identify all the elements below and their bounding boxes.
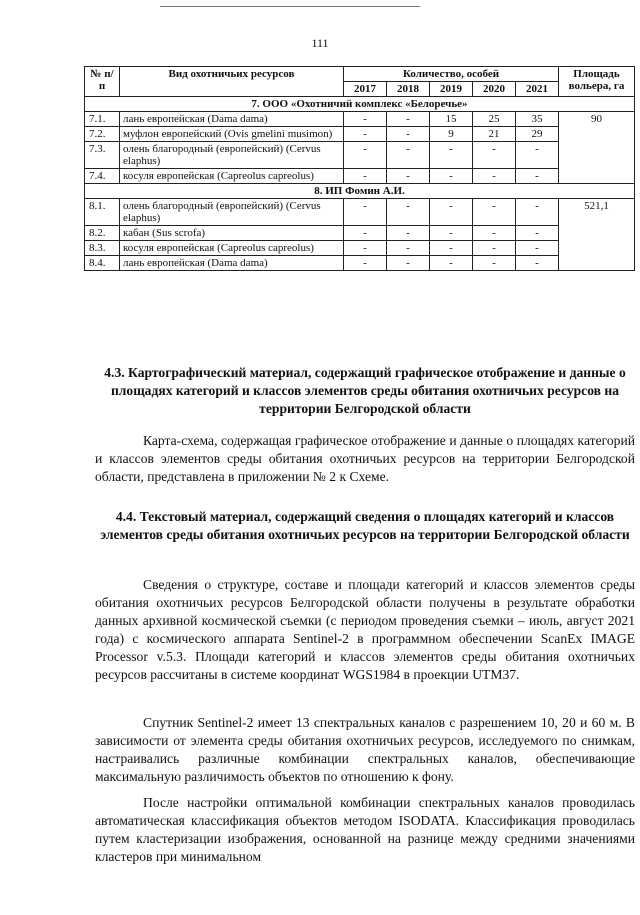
- row-value: -: [516, 169, 559, 184]
- row-value: -: [344, 142, 387, 169]
- section-4-3-heading: 4.3. Картографический материал, содержащий графическое отображение и данные о площадях категорий и классов элементов среды обитания охотничьих ресурсов на территории Белгородской области: [104, 365, 626, 416]
- row-value: -: [344, 169, 387, 184]
- row-value: -: [473, 226, 516, 241]
- row-num: 7.1.: [85, 112, 120, 127]
- row-value: -: [387, 256, 430, 271]
- row-value: -: [387, 112, 430, 127]
- section-4-3-paragraph: Карта-схема, содержащая графическое отображение и данные о площадях категорий и классов элементов среды обитания охотничьих ресурсов на территории Белгородской области, представлена в приложении № 2 к Схеме.: [95, 433, 635, 484]
- row-species: кабан (Sus scrofa): [120, 226, 344, 241]
- row-num: 7.4.: [85, 169, 120, 184]
- row-num: 8.1.: [85, 199, 120, 226]
- hunting-resources-table: [84, 66, 635, 271]
- row-value: -: [344, 226, 387, 241]
- row-value: -: [430, 226, 473, 241]
- section-4-4-paragraph-3: После настройки оптимальной комбинации спектральных каналов проводилась автоматическая классификация объектов методом ISODATA. Классификация проводилась путем кластеризации изображения, основанной на разнице между средними значениями кластеров при минимальном: [95, 795, 635, 864]
- section-4-4-paragraph-2: Спутник Sentinel-2 имеет 13 спектральных каналов с разрешением 10, 20 и 60 м. В зависимости от элемента среды обитания охотничьих ресурсов, исследуемого по снимкам, настраивались различные комбинации спектральных каналов, обеспечивающие максимальную различимость объектов по отношению к фону.: [95, 715, 635, 784]
- scan-top-rule: [160, 6, 420, 7]
- row-value: -: [473, 256, 516, 271]
- row-value: -: [344, 112, 387, 127]
- row-num: 7.3.: [85, 142, 120, 169]
- row-species: лань европейская (Dama dama): [120, 256, 344, 271]
- row-value: -: [430, 256, 473, 271]
- row-value: -: [473, 199, 516, 226]
- row-species: олень благородный (европейский) (Cervus elaphus): [120, 142, 344, 169]
- row-value: -: [387, 226, 430, 241]
- row-value: 15: [430, 112, 473, 127]
- table-row: [85, 112, 635, 127]
- row-value: -: [344, 241, 387, 256]
- row-value: 25: [473, 112, 516, 127]
- row-value: 35: [516, 112, 559, 127]
- row-value: -: [516, 199, 559, 226]
- table-row: [85, 256, 635, 271]
- row-value: -: [516, 256, 559, 271]
- row-value: -: [430, 241, 473, 256]
- section-title: 8. ИП Фомин А.И.: [85, 184, 635, 199]
- table-row: [85, 226, 635, 241]
- row-species: муфлон европейский (Ovis gmelini musimon): [120, 127, 344, 142]
- row-value: -: [430, 199, 473, 226]
- row-value: -: [516, 241, 559, 256]
- row-num: 7.2.: [85, 127, 120, 142]
- row-value: -: [387, 142, 430, 169]
- row-value: -: [387, 199, 430, 226]
- row-value: -: [387, 169, 430, 184]
- row-num: 8.4.: [85, 256, 120, 271]
- row-value: -: [387, 241, 430, 256]
- table-row: [85, 241, 635, 256]
- row-value: -: [387, 127, 430, 142]
- row-value: -: [344, 199, 387, 226]
- row-species: лань европейская (Dama dama): [120, 112, 344, 127]
- header-area: Площадь вольера, га: [559, 67, 635, 97]
- header-year: 2018: [387, 82, 430, 97]
- row-species: олень благородный (европейский) (Cervus elaphus): [120, 199, 344, 226]
- row-value: 29: [516, 127, 559, 142]
- header-year: 2019: [430, 82, 473, 97]
- section-area: 90: [559, 112, 635, 184]
- header-species: Вид охотничьих ресурсов: [120, 67, 344, 97]
- row-value: -: [516, 142, 559, 169]
- row-value: -: [430, 169, 473, 184]
- row-value: 9: [430, 127, 473, 142]
- header-year: 2021: [516, 82, 559, 97]
- row-value: 21: [473, 127, 516, 142]
- row-species: косуля европейская (Capreolus capreolus): [120, 241, 344, 256]
- row-value: -: [516, 226, 559, 241]
- row-value: -: [473, 142, 516, 169]
- table-row: [85, 127, 635, 142]
- row-value: -: [473, 169, 516, 184]
- header-count: Количество, особей: [344, 67, 559, 82]
- section-4-4-heading: 4.4. Текстовый материал, содержащий сведения о площадях категорий и классов элементов среды обитания охотничьих ресурсов на территории Белгородской области: [100, 509, 630, 542]
- section-title: 7. ООО «Охотничий комплекс «Белоречье»: [85, 97, 635, 112]
- header-num: № п/п: [85, 67, 120, 97]
- section-area: 521,1: [559, 199, 635, 271]
- row-num: 8.2.: [85, 226, 120, 241]
- section-4-4-paragraph-1: Сведения о структуре, составе и площади категорий и классов элементов среды обитания охотничьих ресурсов Белгородской области получены в результате обработки данных архивной космической съемки (с периодом проведения съемки – июль, август 2021 года) с космического аппарата Sentinel-2 в программном обеспечении ScanEx IMAGE Processor v.5.3. Площади категорий и классов элементов среды обитания охотничьих ресурсов рассчитаны в системе координат WGS1984 в проекции UTM37.: [95, 577, 635, 682]
- header-year: 2017: [344, 82, 387, 97]
- table-row: [85, 169, 635, 184]
- row-num: 8.3.: [85, 241, 120, 256]
- row-value: -: [430, 142, 473, 169]
- row-value: -: [344, 127, 387, 142]
- row-value: -: [473, 241, 516, 256]
- header-year: 2020: [473, 82, 516, 97]
- table-row: [85, 199, 635, 226]
- table-row: [85, 142, 635, 169]
- page-number: 111: [311, 36, 329, 50]
- row-value: -: [344, 256, 387, 271]
- row-species: косуля европейская (Capreolus capreolus): [120, 169, 344, 184]
